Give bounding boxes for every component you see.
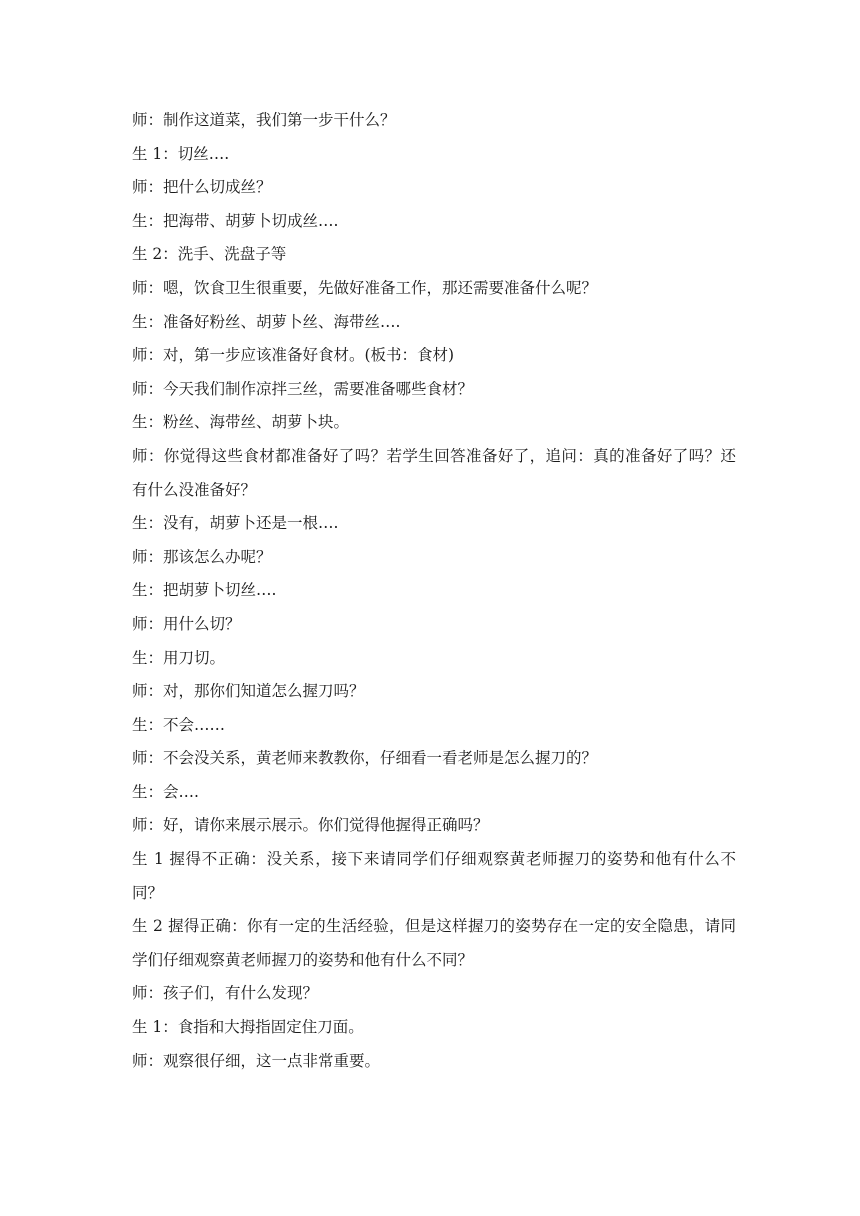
- dialogue-line: 生：把海带、胡萝卜切成丝….: [132, 211, 339, 230]
- lesson-transcript: [132, 104, 736, 1078]
- dialogue-line: 师：今天我们制作凉拌三丝，需要准备哪些食材？: [132, 379, 474, 398]
- dialogue-line: 生：会….: [132, 782, 199, 801]
- dialogue-line: 生：粉丝、海带丝、胡萝卜块。: [132, 413, 350, 432]
- dialogue-line: 生 1：切丝….: [132, 144, 230, 163]
- dialogue-line: 师：嗯，饮食卫生很重要，先做好准备工作，那还需要准备什么呢？: [132, 278, 598, 297]
- dialogue-line: 师：你觉得这些食材都准备好了吗？若学生回答准备好了，追问：真的准备好了吗？还有什么没准备好？: [132, 446, 736, 499]
- dialogue-line: 生：准备好粉丝、胡萝卜丝、海带丝….: [132, 312, 401, 331]
- dialogue-line: 师：对，第一步应该准备好食材。(板书：食材): [132, 346, 455, 365]
- dialogue-line: 生：把胡萝卜切丝….: [132, 581, 277, 600]
- dialogue-line: 师：不会没关系，黄老师来教教你，仔细看一看老师是怎么握刀的？: [132, 749, 598, 768]
- dialogue-line: 师：孩子们，有什么发现？: [132, 984, 319, 1003]
- dialogue-line: 生：不会……: [132, 715, 226, 734]
- dialogue-line: 生：用刀切。: [132, 648, 226, 667]
- dialogue-line: 生 1：食指和大拇指固定住刀面。: [132, 1018, 364, 1037]
- dialogue-line: 师：用什么切？: [132, 614, 241, 633]
- dialogue-line: 师：把什么切成丝？: [132, 178, 272, 197]
- dialogue-line: 师：好，请你来展示展示。你们觉得他握得正确吗？: [132, 816, 489, 835]
- dialogue-line: 师：对，那你们知道怎么握刀吗？: [132, 682, 365, 701]
- dialogue-line: 生 2：洗手、洗盘子等: [132, 245, 287, 264]
- dialogue-line: 生：没有，胡萝卜还是一根….: [132, 514, 339, 533]
- dialogue-line: 师：那该怎么办呢？: [132, 547, 272, 566]
- dialogue-line: 师：观察很仔细，这一点非常重要。: [132, 1051, 381, 1070]
- dialogue-line: 生 1 握得不正确：没关系，接下来请同学们仔细观察黄老师握刀的姿势和他有什么不同？: [132, 850, 736, 902]
- dialogue-line: 师：制作这道菜，我们第一步干什么？: [132, 111, 396, 129]
- dialogue-line: 生 2 握得正确：你有一定的生活经验，但是这样握刀的姿势存在一定的安全隐患，请同学们仔细观察黄老师握刀的姿势和他有什么不同？: [132, 917, 736, 969]
